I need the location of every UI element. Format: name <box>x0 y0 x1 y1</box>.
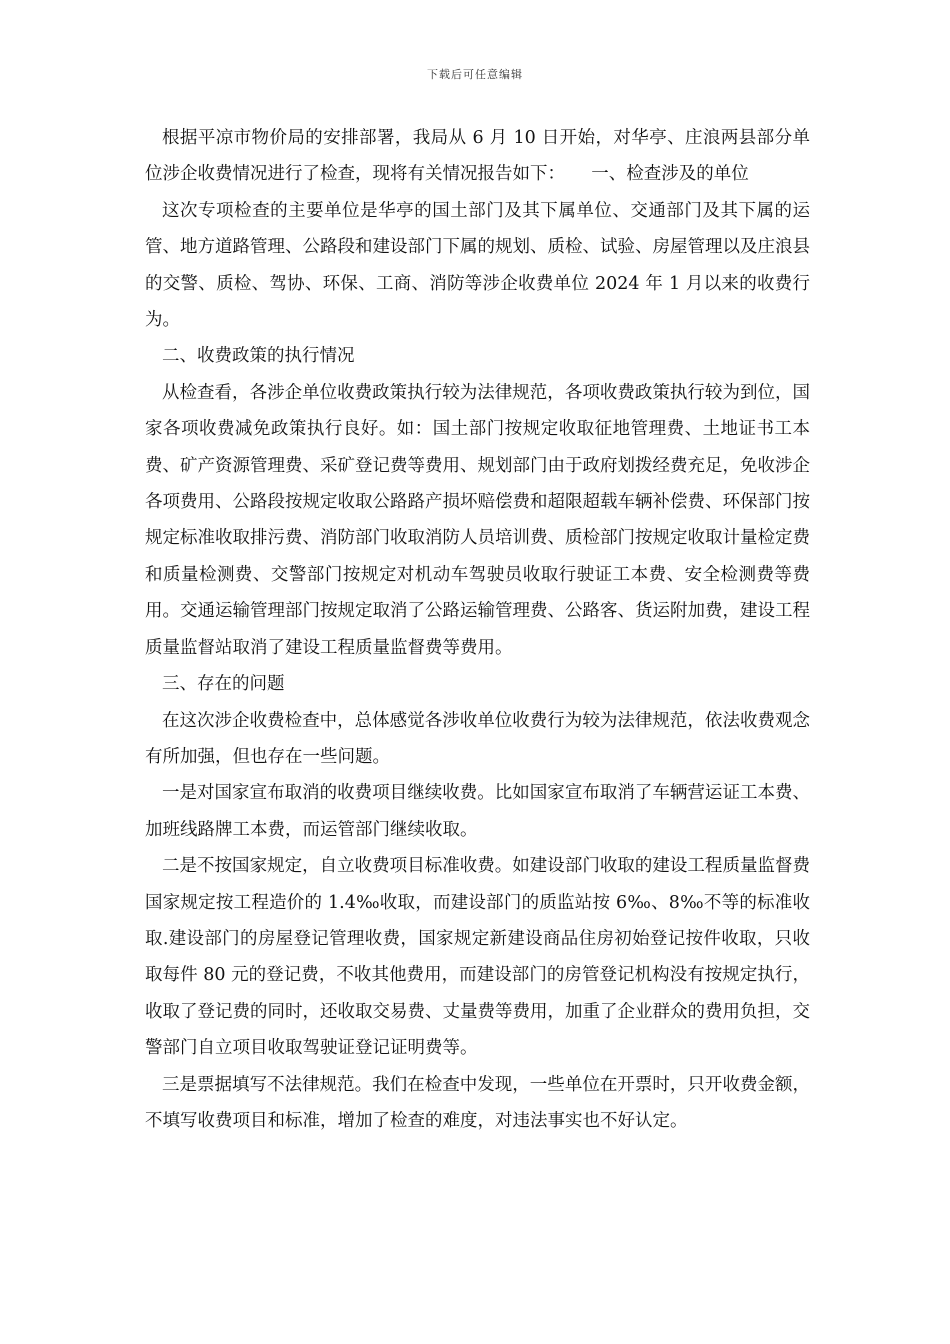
paragraph-policy-execution: 从检查看，各涉企单位收费政策执行较为法律规范，各项收费政策执行较为到位，国家各项收费减免政策执行良好。如：国土部门按规定收取征地管理费、土地证书工本费、矿产资源管理费、采矿登记费等费用、规划部门由于政府划拨经费充足，免收涉企各项费用、公路段按规定收取公路路产损坏赔偿费和超限超载车辆补偿费、环保部门按规定标准收取排污费、消防部门收取消防人员培训费、质检部门按规定收取计量检定费和质量检测费、交警部门按规定对机动车驾驶员收取行驶证工本费、安全检测费等费用。交通运输管理部门按规定取消了公路运输管理费、公路客、货运附加费，建设工程质量监督站取消了建设工程质量监督费等费用。 <box>145 382 810 658</box>
paragraph-problem-one: 一是对国家宣布取消的收费项目继续收费。比如国家宣布取消了车辆营运证工本费、加班线路牌工本费，而运管部门继续收取。 <box>145 783 810 840</box>
paragraph-problem-three: 三是票据填写不法律规范。我们在检查中发现，一些单位在开票时，只开收费金额，不填写收费项目和标准，增加了检查的难度，对违法事实也不好认定。 <box>145 1074 810 1131</box>
paragraph-intro: 根据平凉市物价局的安排部署，我局从 6 月 10 日开始，对华亭、庄浪两县部分单位涉企收费情况进行了检查，现将有关情况报告如下： 一、检查涉及的单位 <box>145 128 810 185</box>
paragraph-inspected-units: 这次专项检查的主要单位是华亭的国土部门及其下属单位、交通部门及其下属的运管、地方道路管理、公路段和建设部门下属的规划、质检、试验、房屋管理以及庄浪县的交警、质检、驾协、环保、工商、消防等涉企收费单位 2024 年 1 月以来的收费行为。 <box>145 200 810 331</box>
document-body <box>145 120 810 1139</box>
paragraph-problems-overview: 在这次涉企收费检查中，总体感觉各涉收单位收费行为较为法律规范，依法收费观念有所加强，但也存在一些问题。 <box>145 710 810 767</box>
paragraph-problem-two: 二是不按国家规定，自立收费项目标准收费。如建设部门收取的建设工程质量监督费国家规定按工程造价的 1.4‰收取，而建设部门的质监站按 6‰、8‰不等的标准收取.建设部门的房屋登记管理收费，国家规定新建设商品住房初始登记按件收取，只收取每件 80 元的登记费，不收其他费用，而建设部门的房管登记机构没有按规定执行，收取了登记费的同时，还收取交易费、丈量费等费用，加重了企业群众的费用负担，交警部门自立项目收取驾驶证登记证明费等。 <box>145 856 810 1059</box>
page-header: 下载后可任意编辑 <box>427 68 523 81</box>
section-heading-policy-execution: 二、收费政策的执行情况 <box>162 346 355 367</box>
section-heading-problems: 三、存在的问题 <box>162 674 285 695</box>
